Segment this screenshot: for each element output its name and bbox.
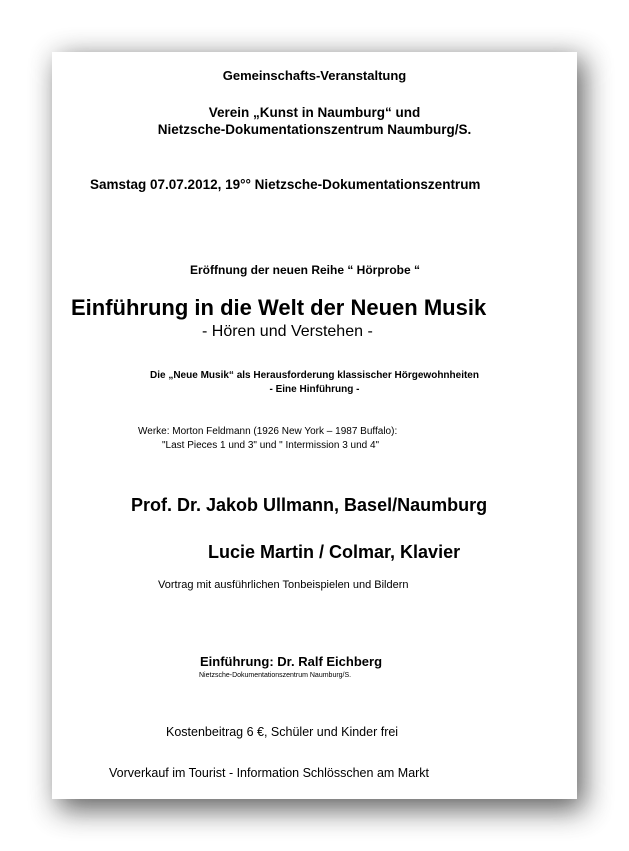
event-subtitle: - Hören und Verstehen - bbox=[202, 323, 373, 340]
organizer-line-2: Nietzsche-Dokumentationszentrum Naumburg/S. bbox=[157, 122, 472, 137]
works-line-2: "Last Pieces 1 und 3" und " Intermission 3 und 4" bbox=[162, 440, 380, 451]
presale-line: Vorverkauf im Tourist - Information Schlösschen am Markt bbox=[109, 766, 430, 780]
intro-speaker: Einführung: Dr. Ralf Eichberg bbox=[200, 654, 383, 669]
theme-line-1: Die „Neue Musik“ als Herausforderung klassischer Hörgewohnheiten bbox=[150, 370, 479, 381]
series-line: Eröffnung der neuen Reihe “ Hörprobe “ bbox=[190, 263, 421, 277]
date-line: Samstag 07.07.2012, 19°° Nietzsche-Dokumentationszentrum bbox=[90, 177, 481, 192]
speaker-name: Prof. Dr. Jakob Ullmann, Basel/Naumburg bbox=[131, 495, 488, 515]
lecture-note: Vortrag mit ausführlichen Tonbeispielen und Bildern bbox=[158, 579, 409, 591]
pianist-name: Lucie Martin / Colmar, Klavier bbox=[208, 542, 461, 562]
works-line-1: Werke: Morton Feldmann (1926 New York – 1987 Buffalo): bbox=[138, 426, 398, 437]
intro-affiliation: Nietzsche-Dokumentationszentrum Naumburg/S. bbox=[199, 672, 352, 679]
event-title: Einführung in die Welt der Neuen Musik bbox=[71, 295, 487, 320]
flyer-page bbox=[52, 52, 577, 799]
organizer-line-1: Verein „Kunst in Naumburg“ und bbox=[208, 105, 421, 120]
theme-line-2: - Eine Hinführung - bbox=[269, 384, 360, 395]
event-type: Gemeinschafts-Veranstaltung bbox=[222, 68, 407, 83]
fee-line: Kostenbeitrag 6 €, Schüler und Kinder frei bbox=[166, 725, 399, 739]
